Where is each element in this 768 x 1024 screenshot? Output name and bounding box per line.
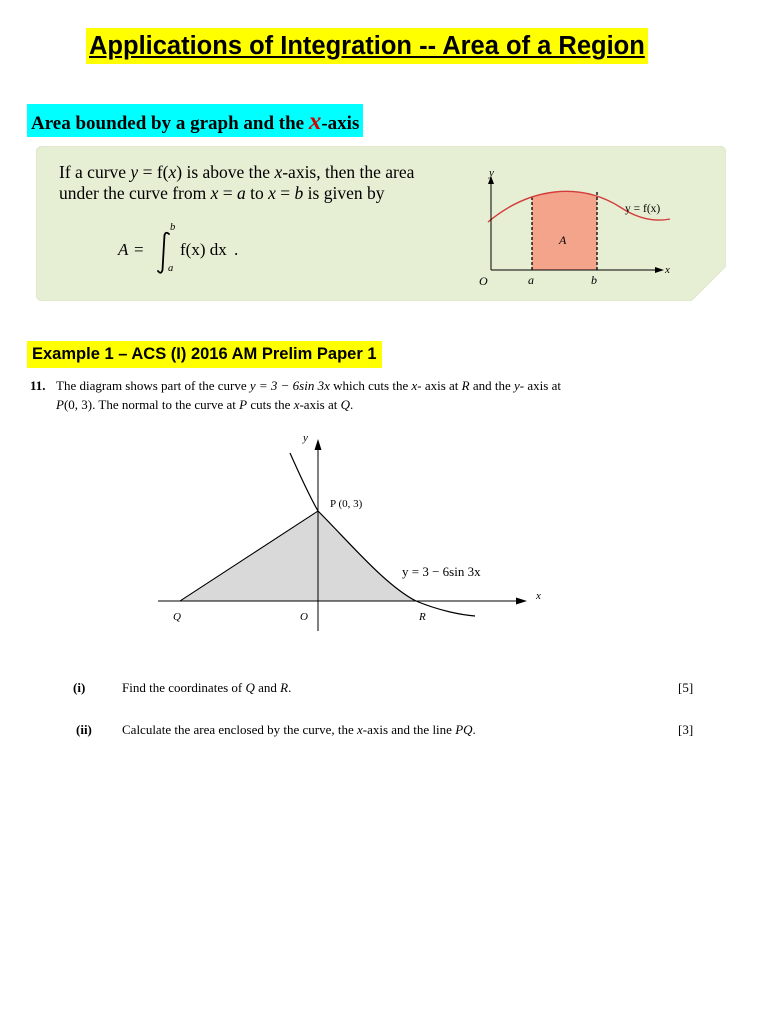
part-ii-marks: [3] — [678, 722, 694, 737]
section-heading — [27, 104, 363, 137]
integral-formula: A = b a f(x) dx . — [118, 222, 239, 274]
part-i-marks: [5] — [678, 680, 694, 695]
info-line-2: under the curve from x = a to x = b is given by — [59, 183, 385, 203]
part-ii-label: (ii) — [76, 722, 92, 737]
area-under-curve-graph — [470, 162, 680, 292]
svg-text:b: b — [591, 273, 597, 287]
svg-text:x: x — [536, 590, 541, 602]
svg-text:A: A — [559, 233, 567, 247]
section-heading-variable: x — [308, 108, 322, 135]
info-box-text — [59, 162, 414, 204]
svg-text:y: y — [489, 167, 494, 179]
svg-text:O: O — [300, 611, 308, 623]
page-title: Applications of Integration -- Area of a Region — [86, 28, 648, 64]
svg-text:x: x — [665, 264, 670, 276]
question-line-2: P(0, 3). The normal to the curve at P cuts the x-axis at Q. — [56, 397, 354, 412]
x-axis-arrow-icon — [655, 267, 664, 273]
example-heading: Example 1 – ACS (I) 2016 AM Prelim Paper 1 — [27, 341, 382, 368]
example-curve-graph — [150, 425, 560, 640]
x-axis-arrow-icon — [516, 598, 527, 605]
svg-text:Q: Q — [173, 611, 181, 623]
svg-text:y = 3 − 6sin 3x: y = 3 − 6sin 3x — [402, 564, 481, 579]
svg-text:a: a — [528, 273, 534, 287]
y-axis-arrow-icon — [315, 439, 322, 450]
part-i-text: Find the coordinates of Q and R. — [122, 680, 292, 695]
svg-text:y = f(x): y = f(x) — [625, 203, 661, 215]
section-heading-suffix: -axis — [321, 113, 360, 134]
question-line-1: The diagram shows part of the curve y = 3 − 6sin 3x which cuts the x- axis at R and the y- axis at — [56, 378, 561, 393]
svg-text:R: R — [419, 611, 426, 623]
svg-text:P (0, 3): P (0, 3) — [330, 498, 363, 510]
section-heading-text: Area bounded by a graph and the — [31, 113, 309, 134]
part-ii-text: Calculate the area enclosed by the curve, the x-axis and the line PQ. — [122, 722, 476, 737]
info-line-1: If a curve y = f(x) is above the x-axis, then the area — [59, 162, 415, 182]
svg-text:O: O — [479, 274, 488, 288]
svg-text:y: y — [303, 432, 308, 444]
question-number: 11. — [30, 378, 46, 393]
part-i-label: (i) — [73, 680, 86, 695]
